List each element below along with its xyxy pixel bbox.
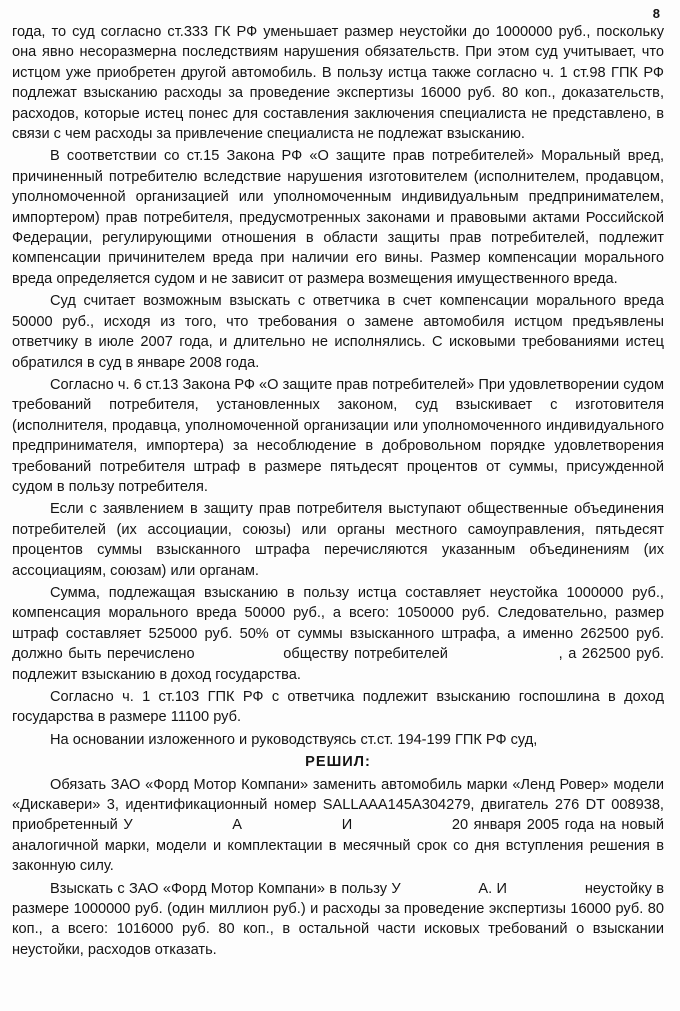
paragraph-fine-law: Согласно ч. 6 ст.13 Закона РФ «О защите прав потребителей» При удовлетворении судом требований потребителя, установленных законом, суд взыскивает с изготовителя (исполнителя, продавца, уполномоченной организации или уполномоченного индивидуального предпринимателя, импортера) за несоблюдение в добровольном порядке удовлетворения требований потребителя штраф в размере пятьдесят процентов от суммы, присужденной судом в пользу потребителя. (12, 376, 664, 495)
paragraph-public-associations: Если с заявлением в защиту прав потребителя выступают общественные объединения потребителей (их ассоциации, союзы) или органы местного самоуправления, пятьдесят процентов суммы взысканного штрафа перечисляются указанным объединениям (их ассоциациям, союзам) или органам. (12, 501, 664, 579)
paragraph-penalty-reduction: года, то суд согласно ст.333 ГК РФ уменьшает размер неустойки до 1000000 руб., поскольку она явно несоразмерна последствиям нарушения обязательств. При этом суд учитывает, что истцом уже приобретен другой автомобиль. В пользу истца также согласно ч. 1 ст.98 ГПК РФ подлежат взысканию расходы за проведение экспертизы 16000 руб. 80 коп., доказательств, расходов, которые истец понес для составления заключения специалиста не представлено, в связи с чем расходы за привлечение специалиста не подлежат взысканию. (12, 24, 664, 143)
paragraph-legal-basis: На основании изложенного и руководствуясь ст.ст. 194-199 ГПК РФ суд, (50, 731, 538, 748)
paragraph-amount-calculation: Сумма, подлежащая взысканию в пользу истца составляет неустойка 1000000 руб., компенсация морального вреда 50000 руб., а всего: 1050000 руб. Следовательно, размер штраф составляет 525000 руб. 50% от суммы взысканного штрафа, а именно 262500 руб. должно быть перечислено обществу потребителей , а 262500 руб. подлежит взысканию в доход государства. (12, 584, 669, 683)
page-number: 8 (652, 6, 660, 21)
paragraph-moral-damage-law: В соответствии со ст.15 Закона РФ «О защите прав потребителей» Моральный вред, причиненный потребителю вследствие нарушения изготовителем (исполнителем, продавцом, уполномоченной организацией или уполномоченным индивидуальным предпринимателем, импортером) прав потребителя, предусмотренных законами и правовыми актами Российской Федерации, регулирующими отношения в области защиты прав потребителей, подлежит компенсации причинителем вреда при наличии его вины. Размер компенсации морального вреда определяется судом и не зависит от размера возмещения имущественного вреда. (12, 148, 664, 287)
decision-recover-penalty: Взыскать с ЗАО «Форд Мотор Компани» в пользу У А. И неустойку в размере 1000000 руб. (один миллион руб.) и расходы за проведение экспертизы 16000 руб. 80 коп., а всего: 1016000 руб. 80 коп., в остальной части исковых требований о взыскании неустойки, расходов отказать. (12, 880, 669, 958)
decision-replace-car: Обязать ЗАО «Форд Мотор Компани» заменить автомобиль марки «Ленд Ровер» модели «Дискавери» 3, идентификационный номер SALLAAA145A304279, двигатель 276 DT 008938, приобретенный У А И 20 января 2005 года на новый аналогичной марки, модели и комплектации в месячный срок со дня вступления решения в законную силу. (12, 776, 669, 875)
paragraph-state-duty: Согласно ч. 1 ст.103 ГПК РФ с ответчика подлежит взысканию госпошлина в доход государства в размере 11100 руб. (12, 689, 664, 726)
decision-heading: РЕШИЛ: (305, 754, 371, 771)
document-body (12, 22, 669, 962)
paragraph-moral-damage-amount: Суд считает возможным взыскать с ответчика в счет компенсации морального вреда 50000 руб., исходя из того, что требования о замене автомобиля истцом предъявлены ответчику в июле 2007 года, и длительно не исполнялись. С исковыми требованиями истец обратился в суд в январе 2008 года. (12, 293, 664, 371)
